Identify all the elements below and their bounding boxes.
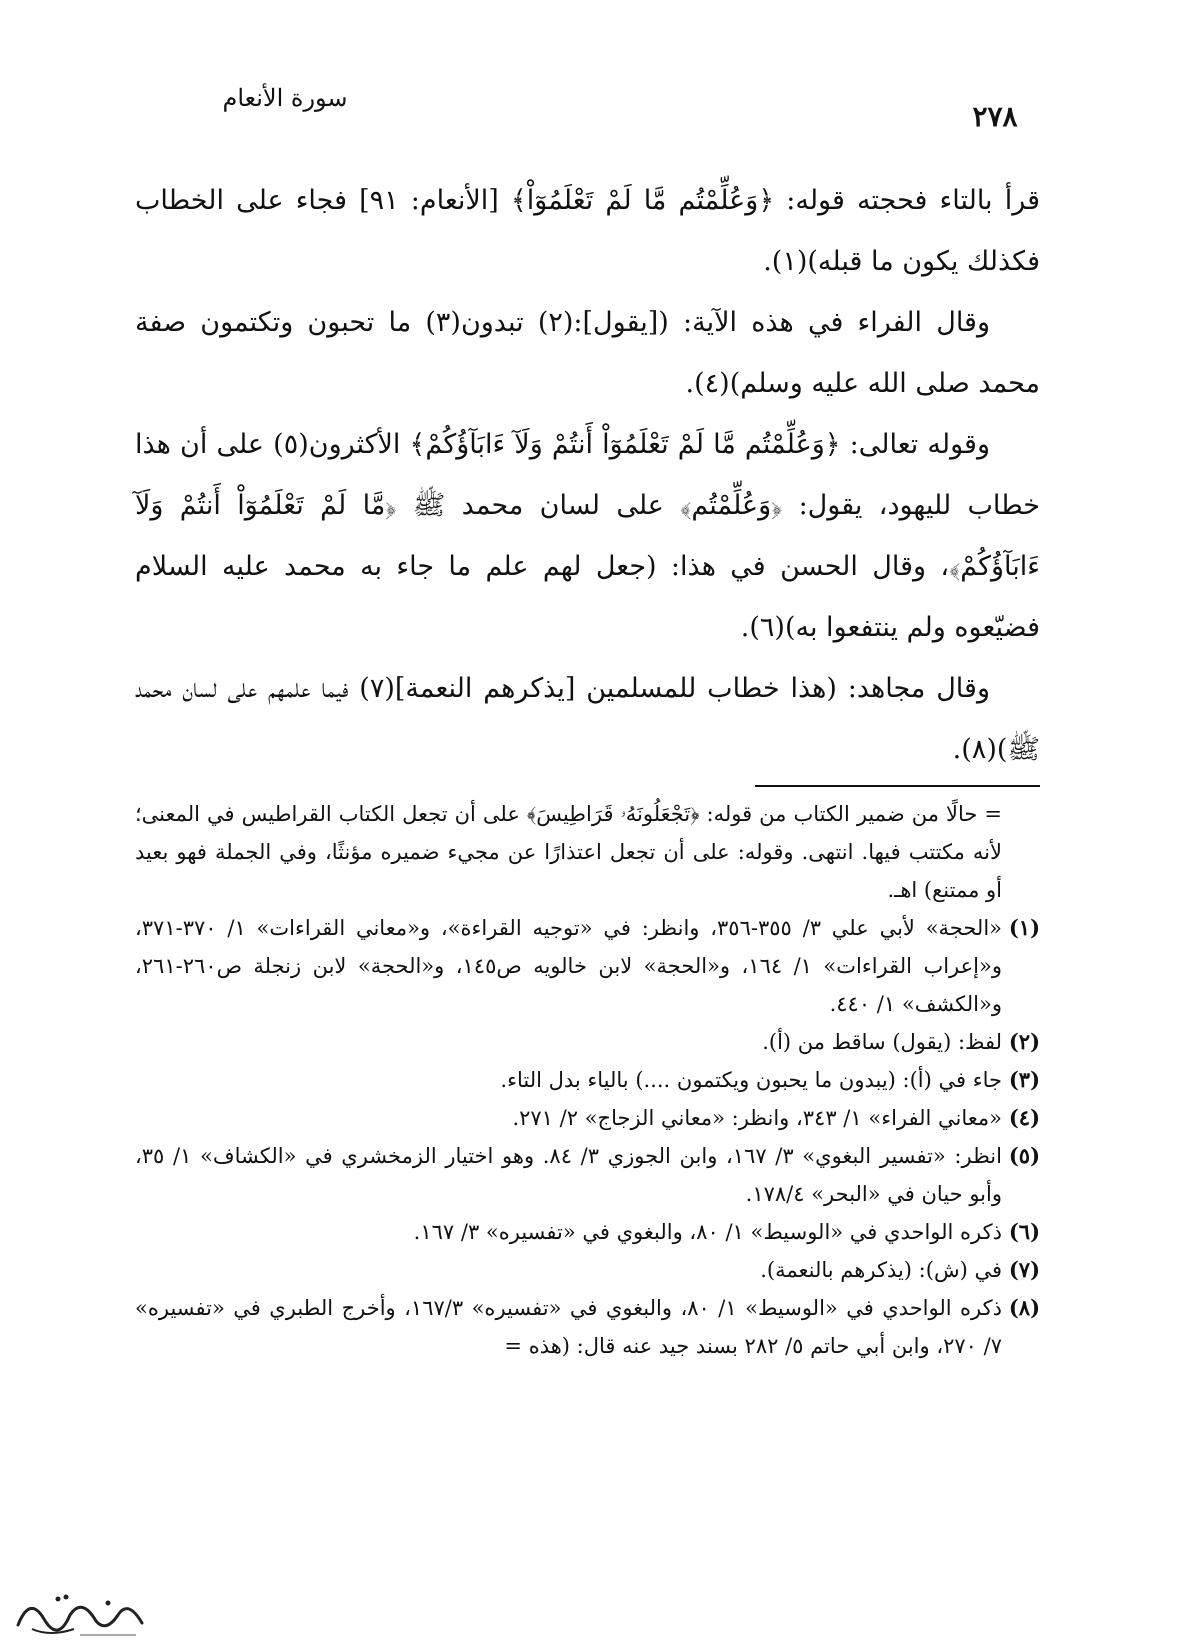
main-text: [135, 170, 1040, 780]
footnote-text: جاء في (أ): (يبدون ما يحبون ويكتمون ....) بالياء بدل التاء.: [500, 1068, 1002, 1092]
footnote-text: ذكره الواحدي في «الوسيط» ١/ ٨٠، والبغوي في «تفسيره» ٣/ ١٦٧.: [413, 1220, 1002, 1244]
footnote-number: (٢): [1008, 1029, 1040, 1054]
footnote-text: في (ش): (يذكرهم بالنعمة).: [760, 1258, 1002, 1282]
page-number: ٢٧٨: [972, 100, 1018, 133]
footnote-continuation-text: = حالًا من ضمير الكتاب من قوله: ﴿تَجْعَلُونَهُۥ قَرَاطِيسَ﴾ على أن تجعل الكتاب القراطيس في المعنى؛ لأنه مكتتب فيها. انتهى. وقوله: على أن تجعل اعتذارًا عن مجيء ضميره مؤنثًا، وفي الجملة فهو بعيد أو ممتنع) اهـ.: [135, 802, 1002, 902]
footnote-number: (٧): [1008, 1257, 1040, 1282]
running-title: سورة الأنعام: [222, 84, 348, 112]
footnote-number: (٣): [1008, 1067, 1040, 1092]
almostafa-logo-icon: [10, 1585, 150, 1640]
footnote-divider: [755, 785, 1040, 787]
footnote-2: [135, 1023, 1040, 1061]
footnote-number: (٦): [1008, 1219, 1040, 1244]
footnote-3: [135, 1061, 1040, 1099]
footnote-continuation: [135, 795, 1040, 909]
footnote-number: (٥): [1008, 1143, 1040, 1168]
footnote-7: [135, 1251, 1040, 1289]
footnote-6: [135, 1213, 1040, 1251]
footnote-text: لفظ: (يقول) ساقط من (أ).: [762, 1030, 1002, 1054]
footnote-1: [135, 909, 1040, 1023]
paragraph-2: وقال الفراء في هذه الآية: ([يقول]:(٢) تبدون(٣) ما تحبون وتكتمون صفة محمد صلى الله عليه وسلم)(٤).: [135, 307, 1040, 399]
footnotes: [135, 795, 1040, 1365]
paragraph-1: قرأ بالتاء فحجته قوله: ﴿وَعُلِّمْتُم مَّا لَمْ تَعْلَمُوٓاْ﴾ [الأنعام: ٩١] فجاء على الخطاب فكذلك يكون ما قبله)(١).: [135, 185, 1040, 277]
footnote-text: «معاني الفراء» ١/ ٣٤٣، وانظر: «معاني الزجاج» ٢/ ٢٧١.: [512, 1106, 1002, 1130]
footnote-text: ذكره الواحدي في «الوسيط» ١/ ٨٠، والبغوي في «تفسيره» ١٦٧/٣، وأخرج الطبري في «تفسيره» ٧/ ٢٧٠، وابن أبي حاتم ٥/ ٢٨٢ بسند جيد عنه قال: (هذه =: [135, 1296, 1002, 1358]
footnote-8: [135, 1289, 1040, 1365]
footnote-text: انظر: «تفسير البغوي» ٣/ ١٦٧، وابن الجوزي ٣/ ٨٤. وهو اختيار الزمخشري في «الكشاف» ١/ ٣٥، وأبو حيان في «البحر» ١٧٨/٤.: [135, 1144, 1002, 1206]
footnote-number: (١): [1008, 915, 1040, 940]
footnote-5: [135, 1137, 1040, 1213]
footnote-number: (٨): [1008, 1295, 1040, 1320]
paragraph-4: وقال مجاهد: (هذا خطاب للمسلمين [يذكرهم النعمة](٧) فيما علمهم على لسان محمد ﷺ)(٨).: [135, 673, 1040, 765]
footnote-number: (٤): [1008, 1105, 1040, 1130]
footnote-4: [135, 1099, 1040, 1137]
footnote-text: «الحجة» لأبي علي ٣/ ٣٥٥-٣٥٦، وانظر: في «توجيه القراءة»، و«معاني القراءات» ١/ ٣٧٠-٣٧١، و«إعراب القراءات» ١/ ١٦٤، و«الحجة» لابن خالويه ص١٤٥، و«الحجة» لابن زنجلة ص٢٦٠-٢٦١، و«الكشف» ١/ ٤٤٠.: [135, 916, 1002, 1016]
paragraph-3: وقوله تعالى: ﴿وَعُلِّمْتُم مَّا لَمْ تَعْلَمُوٓاْ أَنتُمْ وَلَآ ءَابَآؤُكُمْ﴾ الأكثرون(٥) على أن هذا خطاب لليهود، يقول: ﴿وَعُلِّمْتُم﴾ على لسان محمد ﷺ ﴿مَّا لَمْ تَعْلَمُوٓاْ أَنتُمْ وَلَآ ءَابَآؤُكُمْ﴾، وقال الحسن في هذا: (جعل لهم علم ما جاء به محمد عليه السلام فضيّعوه ولم ينتفعوا به)(٦).: [135, 429, 1041, 643]
